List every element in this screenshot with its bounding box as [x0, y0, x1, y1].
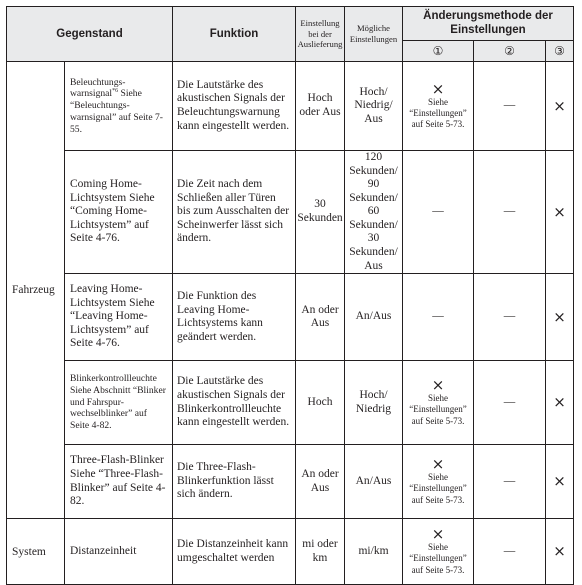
- method1-cell: [403, 361, 474, 445]
- method2-cell: —: [474, 274, 546, 361]
- cross-icon: ×: [431, 525, 445, 544]
- header-method-1: ①: [403, 41, 474, 62]
- method3-cell: [546, 519, 574, 585]
- possible-cell: mi/km: [345, 519, 403, 585]
- possible-cell: An/Aus: [345, 274, 403, 361]
- method1-reference: Siehe “Einstellungen” auf Seite 5-73.: [409, 542, 467, 575]
- method3-cell: [546, 361, 574, 445]
- method2-cell: —: [474, 445, 546, 519]
- header-method-3: ③: [546, 41, 574, 62]
- item-cell: Three-Flash-Blinker Siehe “Three-Flash-Blinker” auf Seite 4-82.: [65, 445, 173, 519]
- cross-icon: ×: [553, 472, 566, 491]
- default-cell: An oder Aus: [296, 445, 345, 519]
- method1-cell: —: [403, 151, 474, 274]
- default-cell: Hoch: [296, 361, 345, 445]
- table-row: [7, 445, 574, 519]
- category-fahrzeug: Fahrzeug: [7, 62, 65, 519]
- default-cell: 30 Sekunden: [296, 151, 345, 274]
- default-cell: mi oder km: [296, 519, 345, 585]
- table-row: [7, 151, 574, 274]
- function-cell: Die Funktion des Leaving Home-Lichtsystems kann geändert werden.: [173, 274, 296, 361]
- cross-icon: ×: [431, 455, 445, 474]
- item-cell: Distanzeinheit: [65, 519, 173, 585]
- method1-cell: [403, 519, 474, 585]
- function-cell: Die Zeit nach dem Schließen aller Türen bis zum Ausschalten der Scheinwerfer lässt sich ändern.: [173, 151, 296, 274]
- cross-icon: ×: [431, 376, 445, 395]
- table-row: [7, 519, 574, 585]
- default-cell: Hoch oder Aus: [296, 62, 345, 151]
- possible-cell: Hoch/ Niedrig/ Aus: [345, 62, 403, 151]
- method1-cell: —: [403, 274, 474, 361]
- method2-cell: —: [474, 62, 546, 151]
- settings-table-container: [6, 6, 574, 585]
- item-cell: [65, 62, 173, 151]
- cross-icon: ×: [553, 307, 566, 326]
- possible-cell: An/Aus: [345, 445, 403, 519]
- default-cell: An oder Aus: [296, 274, 345, 361]
- method1-reference: Siehe “Einstellungen” auf Seite 5-73.: [409, 96, 467, 130]
- header-moegliche: Mögliche Einstellungen: [345, 7, 403, 62]
- function-cell: Die Distanzeinheit kann umgeschaltet werden: [173, 519, 296, 585]
- header-method-2: ②: [474, 41, 546, 62]
- header-gegenstand: Gegenstand: [7, 7, 173, 62]
- method2-cell: —: [474, 361, 546, 445]
- function-cell: Die Lautstärke des akustischen Signals der Blinkerkontrollleuchte kann eingestellt werden.: [173, 361, 296, 445]
- method1-reference: Siehe “Einstellungen” auf Seite 5-73.: [409, 393, 467, 426]
- method3-cell: [546, 62, 574, 151]
- item-cell: Coming Home-Lichtsystem Siehe “Coming Home-Lichtsystem” auf Seite 4-76.: [65, 151, 173, 274]
- cross-icon: ×: [553, 96, 566, 115]
- item-name: Beleuchtungs-warnsignal: [70, 76, 126, 100]
- header-einstellung: Einstellung bei der Auslieferung: [296, 7, 345, 62]
- method1-cell: [403, 62, 474, 151]
- method1-cell: [403, 445, 474, 519]
- cross-icon: ×: [553, 393, 566, 412]
- header-funktion: Funktion: [173, 7, 296, 62]
- possible-cell: Hoch/ Niedrig: [345, 361, 403, 445]
- item-reference: Siehe “Beleuchtungs-warnsignal” auf Seite 7-55.: [70, 88, 163, 135]
- cross-icon: ×: [553, 542, 566, 561]
- method3-cell: [546, 151, 574, 274]
- header-methode: Änderungsmethode der Einstellungen: [403, 7, 574, 41]
- settings-table: [6, 6, 574, 585]
- cross-icon: ×: [431, 79, 445, 98]
- method1-reference: Siehe “Einstellungen” auf Seite 5-73.: [409, 472, 467, 505]
- cross-icon: ×: [553, 202, 566, 221]
- possible-cell: 120 Sekunden/ 90 Sekunden/ 60 Sekunden/ 30 Sekunden/ Aus: [345, 151, 403, 274]
- item-cell: Leaving Home-Lichtsystem Siehe “Leaving Home-Lichtsystem” auf Seite 4-76.: [65, 274, 173, 361]
- table-row: [7, 62, 574, 151]
- method2-cell: —: [474, 519, 546, 585]
- item-cell: Blinkerkontrollleuchte Siehe Abschnitt “Blinker und Fahrspur-wechselblinker” auf Seite 4-82.: [65, 361, 173, 445]
- method3-cell: [546, 445, 574, 519]
- method3-cell: [546, 274, 574, 361]
- category-system: System: [7, 519, 65, 585]
- footnote-marker: *6: [112, 88, 119, 95]
- method2-cell: —: [474, 151, 546, 274]
- function-cell: Die Three-Flash-Blinkerfunktion lässt sich ändern.: [173, 445, 296, 519]
- table-row: [7, 361, 574, 445]
- function-cell: Die Lautstärke des akustischen Signals der Beleuchtungswarnung kann eingestellt werden.: [173, 62, 296, 151]
- table-row: [7, 274, 574, 361]
